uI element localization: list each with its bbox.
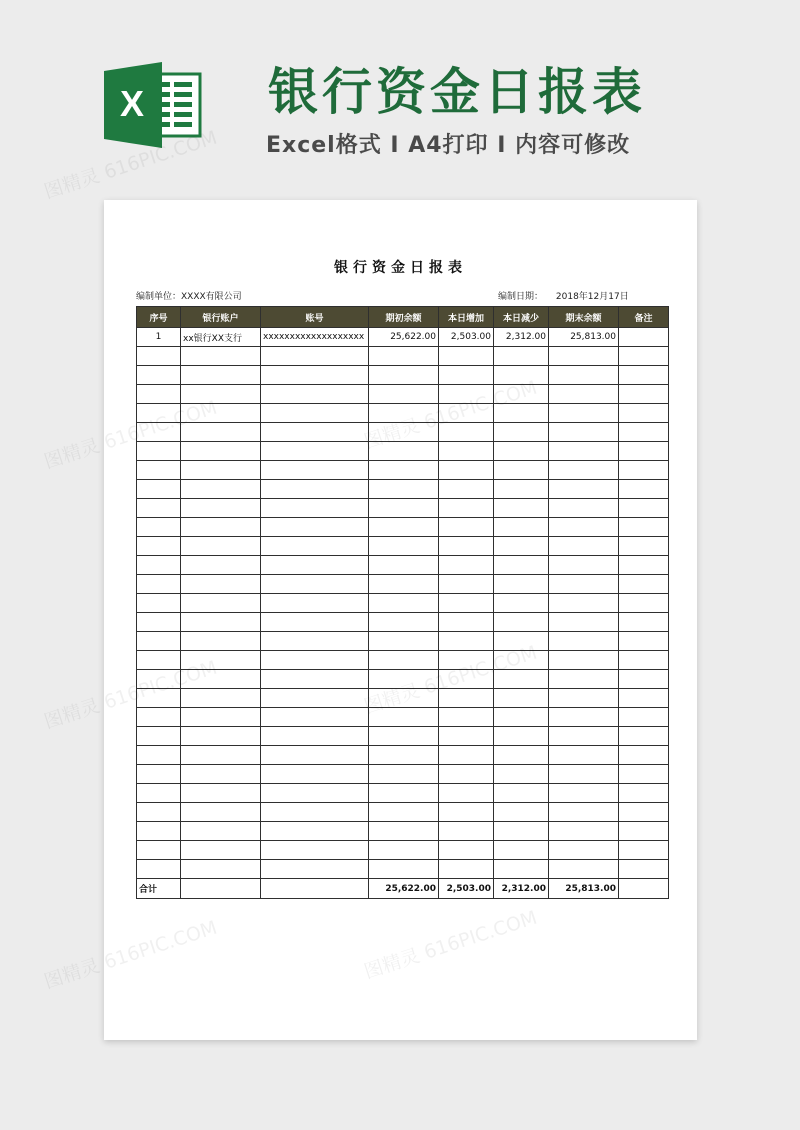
table-cell[interactable] xyxy=(619,784,669,803)
table-cell[interactable] xyxy=(619,651,669,670)
table-cell[interactable] xyxy=(181,822,261,841)
table-row xyxy=(137,442,669,461)
table-cell[interactable] xyxy=(494,423,549,442)
table-cell[interactable] xyxy=(439,518,494,537)
table-row xyxy=(137,689,669,708)
table-row xyxy=(137,822,669,841)
table-cell[interactable] xyxy=(619,670,669,689)
table-cell[interactable] xyxy=(137,385,181,404)
table-cell[interactable] xyxy=(137,841,181,860)
table-cell[interactable] xyxy=(439,803,494,822)
table-cell[interactable] xyxy=(549,613,619,632)
table-cell[interactable] xyxy=(261,442,369,461)
table-cell[interactable] xyxy=(369,689,439,708)
table-row xyxy=(137,480,669,499)
table-cell[interactable] xyxy=(619,404,669,423)
table-cell[interactable] xyxy=(439,689,494,708)
table-cell[interactable] xyxy=(549,537,619,556)
table-cell[interactable] xyxy=(137,594,181,613)
table-row xyxy=(137,404,669,423)
table-cell[interactable] xyxy=(494,575,549,594)
cell-notes[interactable] xyxy=(619,328,669,347)
table-row xyxy=(137,841,669,860)
table-cell[interactable] xyxy=(549,841,619,860)
table-cell[interactable] xyxy=(439,765,494,784)
table-cell[interactable] xyxy=(261,423,369,442)
table-row xyxy=(137,708,669,727)
table-cell[interactable] xyxy=(549,480,619,499)
table-cell[interactable] xyxy=(439,594,494,613)
total-closing-balance: 25,813.00 xyxy=(549,879,619,899)
table-cell[interactable] xyxy=(369,537,439,556)
table-cell[interactable] xyxy=(369,784,439,803)
table-cell[interactable] xyxy=(619,708,669,727)
total-opening-balance: 25,622.00 xyxy=(369,879,439,899)
table-cell[interactable] xyxy=(439,860,494,879)
header-daily-increase: 本日增加 xyxy=(439,307,494,328)
table-cell[interactable] xyxy=(369,575,439,594)
table-cell[interactable] xyxy=(439,670,494,689)
table-cell[interactable] xyxy=(549,442,619,461)
table-cell[interactable] xyxy=(137,803,181,822)
table-cell[interactable] xyxy=(181,632,261,651)
table-cell[interactable] xyxy=(261,822,369,841)
table-row xyxy=(137,556,669,575)
table-cell[interactable] xyxy=(181,651,261,670)
table-row xyxy=(137,423,669,442)
table-cell[interactable] xyxy=(261,613,369,632)
table-cell[interactable] xyxy=(549,689,619,708)
table-cell[interactable] xyxy=(137,347,181,366)
table-cell[interactable] xyxy=(369,803,439,822)
table-cell[interactable] xyxy=(137,784,181,803)
table-cell[interactable] xyxy=(261,404,369,423)
table-cell[interactable] xyxy=(494,347,549,366)
table-cell[interactable] xyxy=(137,480,181,499)
table-cell[interactable] xyxy=(494,689,549,708)
table-cell[interactable] xyxy=(619,632,669,651)
table-row xyxy=(137,385,669,404)
cell-bank-account[interactable]: xx银行XX支行 xyxy=(181,328,261,347)
table-cell[interactable] xyxy=(439,385,494,404)
table-cell[interactable] xyxy=(261,499,369,518)
date-label: 编制日期： xyxy=(498,292,544,302)
table-cell[interactable] xyxy=(619,575,669,594)
table-cell[interactable] xyxy=(494,461,549,480)
table-cell[interactable] xyxy=(494,480,549,499)
header-daily-decrease: 本日减少 xyxy=(494,307,549,328)
table-cell[interactable] xyxy=(494,366,549,385)
table-cell[interactable] xyxy=(439,651,494,670)
table-cell[interactable] xyxy=(549,765,619,784)
table-cell[interactable] xyxy=(494,613,549,632)
table-cell[interactable] xyxy=(549,347,619,366)
table-cell[interactable] xyxy=(549,461,619,480)
table-cell[interactable] xyxy=(181,442,261,461)
table-row xyxy=(137,499,669,518)
table-cell[interactable] xyxy=(181,784,261,803)
table-cell[interactable] xyxy=(261,480,369,499)
table-cell[interactable] xyxy=(369,385,439,404)
table-cell[interactable] xyxy=(369,404,439,423)
table-cell[interactable] xyxy=(181,537,261,556)
table-cell[interactable] xyxy=(619,518,669,537)
table-cell[interactable] xyxy=(137,556,181,575)
table-cell[interactable] xyxy=(494,518,549,537)
table-cell[interactable] xyxy=(494,727,549,746)
table-cell[interactable] xyxy=(549,404,619,423)
total-row xyxy=(137,879,669,899)
table-cell[interactable] xyxy=(181,613,261,632)
table-row xyxy=(137,328,669,347)
table-cell[interactable] xyxy=(619,727,669,746)
table-cell[interactable] xyxy=(137,613,181,632)
table-cell[interactable] xyxy=(494,708,549,727)
table-cell[interactable] xyxy=(619,480,669,499)
table-cell[interactable] xyxy=(619,347,669,366)
cell-account-number[interactable]: xxxxxxxxxxxxxxxxxxx xyxy=(261,328,369,347)
table-cell[interactable] xyxy=(619,442,669,461)
table-cell[interactable] xyxy=(369,423,439,442)
table-cell[interactable] xyxy=(261,537,369,556)
header-account-number: 账号 xyxy=(261,307,369,328)
table-cell[interactable] xyxy=(549,670,619,689)
table-cell[interactable] xyxy=(619,841,669,860)
table-cell[interactable] xyxy=(261,803,369,822)
table-cell[interactable] xyxy=(549,518,619,537)
table-cell[interactable] xyxy=(619,765,669,784)
banner-title: 银行资金日报表 xyxy=(268,63,646,121)
table-cell[interactable] xyxy=(137,423,181,442)
table-cell[interactable] xyxy=(181,480,261,499)
table-cell[interactable] xyxy=(261,518,369,537)
table-row xyxy=(137,765,669,784)
total-cell xyxy=(181,879,261,899)
table-cell[interactable] xyxy=(181,404,261,423)
table-cell[interactable] xyxy=(494,784,549,803)
table-cell[interactable] xyxy=(137,442,181,461)
table-row xyxy=(137,366,669,385)
table-cell[interactable] xyxy=(619,746,669,765)
table-cell[interactable] xyxy=(369,632,439,651)
table-cell[interactable] xyxy=(439,404,494,423)
table-cell[interactable] xyxy=(549,727,619,746)
header-closing-balance: 期末余额 xyxy=(549,307,619,328)
table-cell[interactable] xyxy=(181,708,261,727)
table-cell[interactable] xyxy=(181,727,261,746)
table-cell[interactable] xyxy=(137,499,181,518)
table-cell[interactable] xyxy=(369,442,439,461)
header-index: 序号 xyxy=(137,307,181,328)
sheet-title: 银行资金日报表 xyxy=(334,260,467,276)
table-cell[interactable] xyxy=(137,537,181,556)
table-cell[interactable] xyxy=(439,746,494,765)
date-value: 2018年12月17日 xyxy=(555,292,629,302)
table-cell[interactable] xyxy=(369,556,439,575)
watermark: 图精灵 xyxy=(41,954,103,994)
table-cell[interactable] xyxy=(137,632,181,651)
table-cell[interactable] xyxy=(494,594,549,613)
table-cell[interactable] xyxy=(619,822,669,841)
table-cell[interactable] xyxy=(439,366,494,385)
table-row xyxy=(137,784,669,803)
cell-daily-increase[interactable]: 2,503.00 xyxy=(439,328,494,347)
table-cell[interactable] xyxy=(439,537,494,556)
table-row xyxy=(137,537,669,556)
table-cell[interactable] xyxy=(369,822,439,841)
table-cell[interactable] xyxy=(439,556,494,575)
table-cell[interactable] xyxy=(494,765,549,784)
table-cell[interactable] xyxy=(494,651,549,670)
table-cell[interactable] xyxy=(494,442,549,461)
table-cell[interactable] xyxy=(494,841,549,860)
table-cell[interactable] xyxy=(549,860,619,879)
table-cell[interactable] xyxy=(619,613,669,632)
table-cell[interactable] xyxy=(439,480,494,499)
table-cell[interactable] xyxy=(261,461,369,480)
table-cell[interactable] xyxy=(619,385,669,404)
table-cell[interactable] xyxy=(549,366,619,385)
table-cell[interactable] xyxy=(439,708,494,727)
table-cell[interactable] xyxy=(619,461,669,480)
table-cell[interactable] xyxy=(261,860,369,879)
table-cell[interactable] xyxy=(181,499,261,518)
table-row xyxy=(137,613,669,632)
table-cell[interactable] xyxy=(619,537,669,556)
svg-text:X: X xyxy=(119,83,145,124)
table-cell[interactable] xyxy=(439,784,494,803)
table-cell[interactable] xyxy=(137,461,181,480)
watermark: 图精灵 616PIC.COM xyxy=(41,126,220,204)
table-cell[interactable] xyxy=(181,461,261,480)
table-cell[interactable] xyxy=(261,765,369,784)
table-cell[interactable] xyxy=(261,575,369,594)
table-row xyxy=(137,594,669,613)
table-cell[interactable] xyxy=(494,537,549,556)
report-table xyxy=(136,306,669,899)
table-cell[interactable] xyxy=(369,366,439,385)
table-cell[interactable] xyxy=(181,746,261,765)
table-cell[interactable] xyxy=(137,651,181,670)
table-cell[interactable] xyxy=(137,860,181,879)
table-cell[interactable] xyxy=(439,575,494,594)
table-row xyxy=(137,461,669,480)
table-cell[interactable] xyxy=(137,404,181,423)
table-row xyxy=(137,860,669,879)
table-cell[interactable] xyxy=(494,385,549,404)
table-cell[interactable] xyxy=(494,632,549,651)
table-cell[interactable] xyxy=(439,461,494,480)
table-cell[interactable] xyxy=(369,708,439,727)
table-cell[interactable] xyxy=(181,860,261,879)
cell-index[interactable]: 1 xyxy=(137,328,181,347)
table-cell[interactable] xyxy=(181,347,261,366)
table-cell[interactable] xyxy=(549,651,619,670)
table-cell[interactable] xyxy=(549,423,619,442)
table-cell[interactable] xyxy=(261,385,369,404)
table-cell[interactable] xyxy=(549,499,619,518)
table-cell[interactable] xyxy=(369,860,439,879)
table-cell[interactable] xyxy=(181,575,261,594)
total-daily-increase: 2,503.00 xyxy=(439,879,494,899)
cell-closing-balance[interactable]: 25,813.00 xyxy=(549,328,619,347)
table-cell[interactable] xyxy=(137,689,181,708)
table-cell[interactable] xyxy=(261,727,369,746)
table-cell[interactable] xyxy=(549,746,619,765)
table-row xyxy=(137,575,669,594)
table-cell[interactable] xyxy=(549,632,619,651)
table-cell[interactable] xyxy=(494,404,549,423)
table-cell[interactable] xyxy=(369,670,439,689)
table-cell[interactable] xyxy=(439,632,494,651)
table-row xyxy=(137,746,669,765)
table-cell[interactable] xyxy=(439,727,494,746)
table-cell[interactable] xyxy=(619,803,669,822)
table-cell[interactable] xyxy=(549,822,619,841)
table-row xyxy=(137,518,669,537)
table-cell[interactable] xyxy=(261,841,369,860)
table-cell[interactable] xyxy=(369,651,439,670)
table-cell[interactable] xyxy=(137,746,181,765)
table-cell[interactable] xyxy=(549,575,619,594)
table-cell[interactable] xyxy=(261,651,369,670)
table-cell[interactable] xyxy=(369,347,439,366)
banner-subtitle: Excel格式 I A4打印 I 内容可修改 xyxy=(266,133,631,158)
table-cell[interactable] xyxy=(181,385,261,404)
table-cell[interactable] xyxy=(261,347,369,366)
cell-daily-decrease[interactable]: 2,312.00 xyxy=(494,328,549,347)
table-cell[interactable] xyxy=(137,518,181,537)
table-cell[interactable] xyxy=(369,765,439,784)
table-cell[interactable] xyxy=(439,613,494,632)
table-cell[interactable] xyxy=(369,746,439,765)
table-cell[interactable] xyxy=(369,461,439,480)
table-cell[interactable] xyxy=(549,385,619,404)
table-cell[interactable] xyxy=(137,765,181,784)
table-cell[interactable] xyxy=(369,594,439,613)
table-cell[interactable] xyxy=(619,423,669,442)
table-cell[interactable] xyxy=(137,366,181,385)
total-daily-decrease: 2,312.00 xyxy=(494,879,549,899)
table-cell[interactable] xyxy=(494,822,549,841)
table-cell[interactable] xyxy=(181,765,261,784)
table-cell[interactable] xyxy=(619,689,669,708)
table-row xyxy=(137,727,669,746)
table-cell[interactable] xyxy=(369,841,439,860)
table-cell[interactable] xyxy=(261,689,369,708)
table-row xyxy=(137,803,669,822)
table-cell[interactable] xyxy=(439,442,494,461)
table-cell[interactable] xyxy=(137,822,181,841)
header-bank-account: 银行账户 xyxy=(181,307,261,328)
total-label: 合计 xyxy=(137,879,181,899)
table-cell[interactable] xyxy=(137,727,181,746)
table-row xyxy=(137,651,669,670)
table-cell[interactable] xyxy=(549,784,619,803)
header-row xyxy=(137,307,669,328)
table-row xyxy=(137,347,669,366)
watermark: 图精灵 xyxy=(41,694,103,734)
company-label: 编制单位：XXXX有限公司 xyxy=(136,292,242,302)
table-cell[interactable] xyxy=(549,708,619,727)
table-cell[interactable] xyxy=(619,860,669,879)
table-cell[interactable] xyxy=(181,556,261,575)
table-cell[interactable] xyxy=(261,784,369,803)
table-cell[interactable] xyxy=(181,689,261,708)
table-cell[interactable] xyxy=(494,746,549,765)
table-cell[interactable] xyxy=(494,803,549,822)
table-cell[interactable] xyxy=(494,499,549,518)
table-cell[interactable] xyxy=(439,841,494,860)
table-cell[interactable] xyxy=(181,803,261,822)
table-cell[interactable] xyxy=(369,480,439,499)
header-opening-balance: 期初余额 xyxy=(369,307,439,328)
table-cell[interactable] xyxy=(261,366,369,385)
table-cell[interactable] xyxy=(494,860,549,879)
table-cell[interactable] xyxy=(181,423,261,442)
table-cell[interactable] xyxy=(549,556,619,575)
date-info xyxy=(498,289,629,302)
table-cell[interactable] xyxy=(439,822,494,841)
table-cell[interactable] xyxy=(619,594,669,613)
excel-logo-icon xyxy=(104,62,204,148)
table-cell[interactable] xyxy=(369,499,439,518)
table-cell[interactable] xyxy=(439,347,494,366)
table-cell[interactable] xyxy=(549,803,619,822)
table-cell[interactable] xyxy=(181,594,261,613)
table-cell[interactable] xyxy=(181,366,261,385)
table-cell[interactable] xyxy=(619,499,669,518)
table-cell[interactable] xyxy=(137,708,181,727)
watermark: 图精灵 xyxy=(41,434,103,474)
table-cell[interactable] xyxy=(181,518,261,537)
table-cell[interactable] xyxy=(261,708,369,727)
table-cell[interactable] xyxy=(261,632,369,651)
header-notes: 备注 xyxy=(619,307,669,328)
table-cell[interactable] xyxy=(494,556,549,575)
cell-opening-balance[interactable]: 25,622.00 xyxy=(369,328,439,347)
total-cell xyxy=(261,879,369,899)
table-cell[interactable] xyxy=(261,594,369,613)
table-cell[interactable] xyxy=(439,423,494,442)
table-row xyxy=(137,670,669,689)
table-cell[interactable] xyxy=(549,594,619,613)
table-cell[interactable] xyxy=(137,575,181,594)
table-cell[interactable] xyxy=(619,556,669,575)
table-cell[interactable] xyxy=(619,366,669,385)
table-cell[interactable] xyxy=(181,670,261,689)
table-cell[interactable] xyxy=(369,727,439,746)
table-cell[interactable] xyxy=(137,670,181,689)
table-row xyxy=(137,632,669,651)
table-cell[interactable] xyxy=(261,670,369,689)
report-sheet xyxy=(104,200,697,1040)
table-cell[interactable] xyxy=(369,518,439,537)
table-cell[interactable] xyxy=(181,841,261,860)
table-cell[interactable] xyxy=(261,556,369,575)
total-notes xyxy=(619,879,669,899)
table-cell[interactable] xyxy=(439,499,494,518)
table-cell[interactable] xyxy=(261,746,369,765)
table-cell[interactable] xyxy=(369,613,439,632)
table-cell[interactable] xyxy=(494,670,549,689)
